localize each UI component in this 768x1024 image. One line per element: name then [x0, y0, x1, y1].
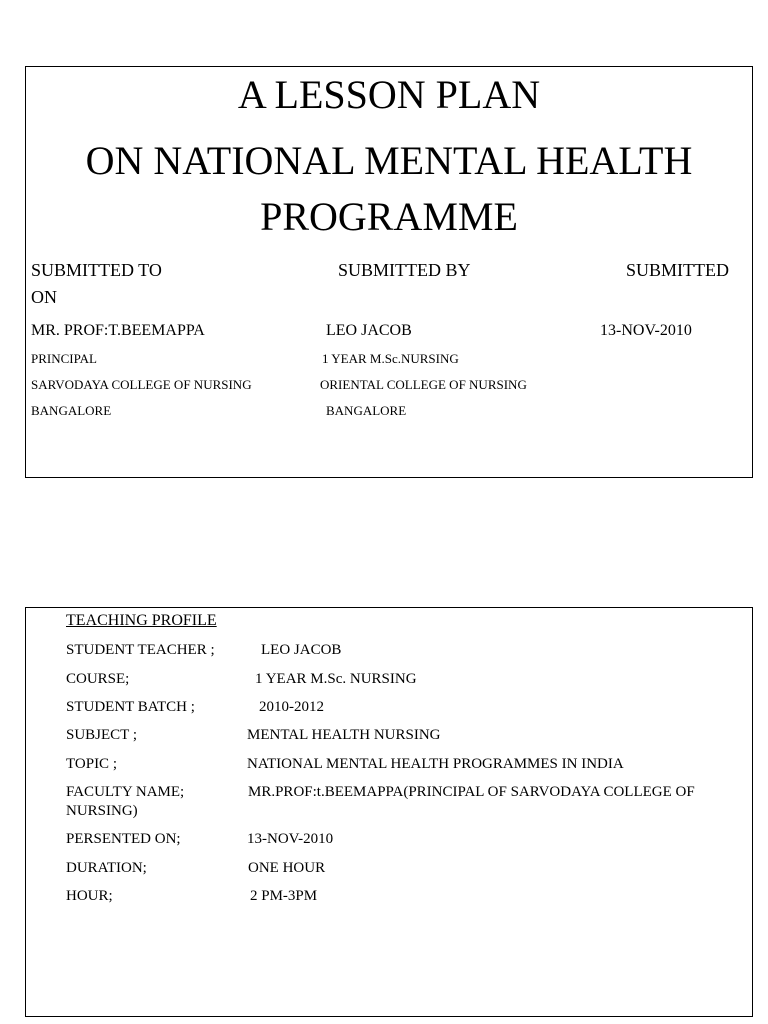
profile-label: FACULTY NAME; [66, 784, 185, 800]
submitted-by-label: SUBMITTED BY [338, 260, 471, 280]
profile-label: STUDENT BATCH ; [66, 699, 195, 715]
profile-label: COURSE; [66, 671, 130, 687]
profile-value: 2 PM-3PM [250, 888, 318, 904]
profile-value: 2010-2012 [259, 699, 324, 715]
profile-value: ONE HOUR [248, 860, 326, 876]
submitted-by-course: 1 YEAR M.Sc.NURSING [322, 351, 459, 366]
submitted-to-city: BANGALORE [31, 403, 112, 418]
profile-value: MENTAL HEALTH NURSING [247, 727, 441, 743]
profile-value: 1 YEAR M.Sc. NURSING [255, 671, 417, 687]
profile-value: MR.PROF:t.BEEMAPPA(PRINCIPAL OF SARVODAYA COLLEGE OF [248, 784, 695, 800]
profile-label: STUDENT TEACHER ; [66, 642, 215, 658]
profile-value: 13-NOV-2010 [247, 831, 334, 847]
profile-label: TOPIC ; [66, 756, 117, 772]
profile-value: NATIONAL MENTAL HEALTH PROGRAMMES IN INDIA [247, 756, 624, 772]
profile-label: DURATION; [66, 860, 147, 876]
profile-label: PERSENTED ON; [66, 831, 181, 847]
title-line-2: ON NATIONAL MENTAL HEALTH [85, 138, 693, 183]
submitted-to-label: SUBMITTED TO [31, 260, 162, 280]
submitted-to-college: SARVODAYA COLLEGE OF NURSING [31, 377, 252, 392]
submitted-by-city: BANGALORE [326, 403, 407, 418]
profile-value: LEO JACOB [261, 642, 342, 658]
title-line-3: PROGRAMME [260, 194, 518, 239]
submitted-on-label-wrap: ON [31, 287, 57, 307]
profile-value-continuation: NURSING) [66, 803, 138, 819]
title-line-1: A LESSON PLAN [237, 72, 541, 117]
submitted-to-designation: PRINCIPAL [31, 351, 97, 366]
submitted-on-date: 13-NOV-2010 [600, 322, 692, 339]
cover-panel [25, 66, 753, 478]
teaching-profile-panel [25, 607, 753, 1017]
profile-label: SUBJECT ; [66, 727, 137, 743]
profile-label: HOUR; [66, 888, 113, 904]
teaching-profile-heading: TEACHING PROFILE [66, 612, 217, 629]
submitted-by-name: LEO JACOB [326, 322, 412, 339]
submitted-on-label: SUBMITTED [626, 260, 729, 280]
submitted-by-college: ORIENTAL COLLEGE OF NURSING [320, 377, 527, 392]
submitted-to-name: MR. PROF:T.BEEMAPPA [31, 322, 205, 339]
